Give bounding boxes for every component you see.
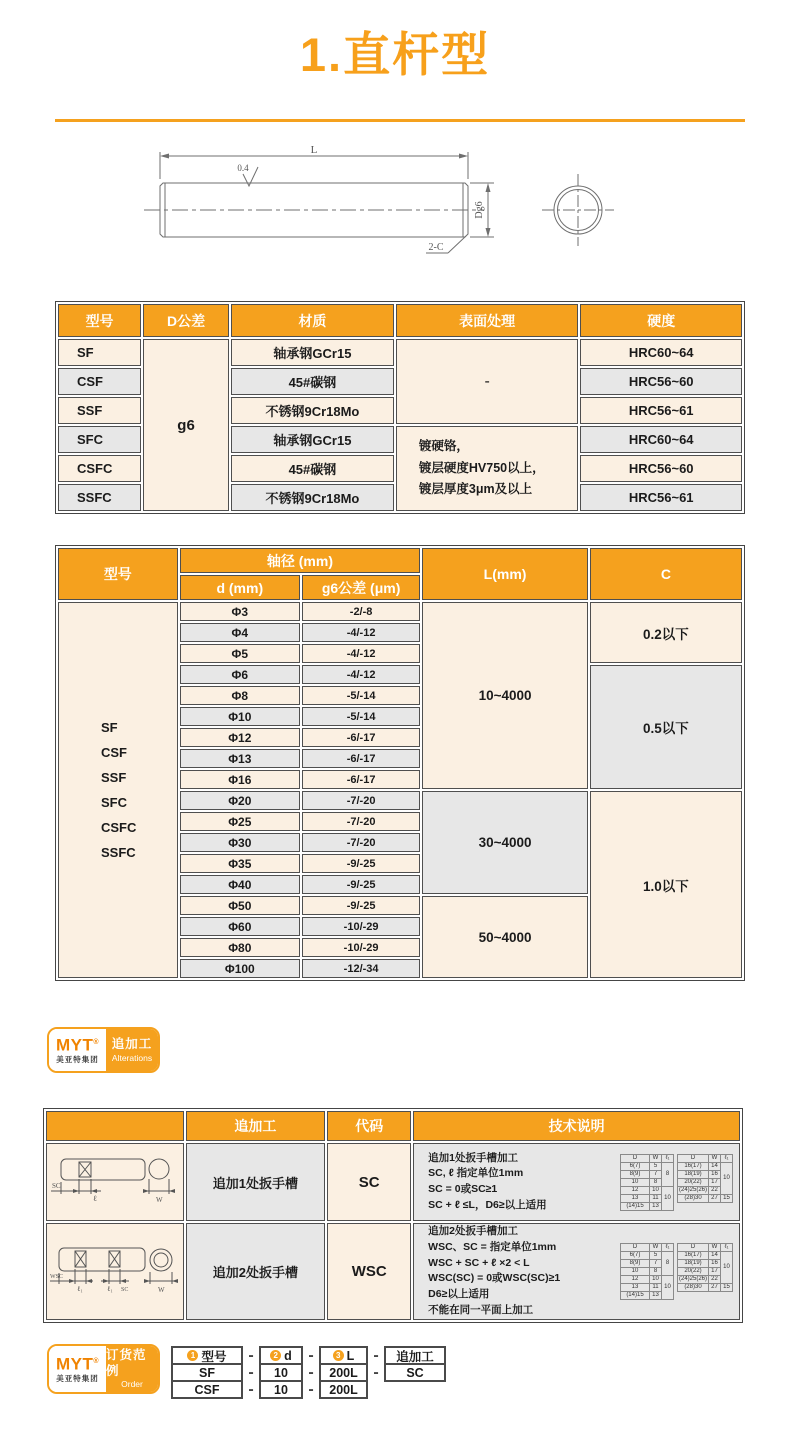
myt-alterations-badge: [47, 1027, 160, 1073]
length-range-cell: 30~4000: [422, 791, 588, 894]
order-value: 10: [259, 1363, 303, 1382]
col-header-alteration: 追加工: [186, 1111, 326, 1141]
length-range-cell: 50~4000: [422, 896, 588, 978]
slot2-length-label: ℓ₁: [106, 1284, 113, 1293]
tol-cell: -12/-34: [302, 959, 420, 978]
badge-label-en: Order: [121, 1379, 143, 1390]
d-cell: Φ40: [180, 875, 300, 894]
model-cell: SSFC: [58, 484, 141, 511]
model-name: SSF: [101, 770, 127, 785]
badge-label: [106, 1029, 158, 1071]
model-cell: SFC: [58, 426, 141, 453]
d-cell: Φ100: [180, 959, 300, 978]
order-separator: - - -: [248, 1346, 254, 1398]
chamfer-range-cell: 0.5以下: [590, 665, 742, 789]
chamfer-label: 2-C: [428, 242, 444, 253]
tol-cell: -5/-14: [302, 686, 420, 705]
order-col-length: [319, 1346, 368, 1399]
tol-cell: -6/-17: [302, 749, 420, 768]
slot1-length-label: ℓ₁: [76, 1284, 83, 1293]
col-header-surface: 表面处理: [396, 304, 579, 337]
d-cell: Φ80: [180, 938, 300, 957]
surface-plated-line: 镀层厚度3μm及以上: [418, 482, 533, 497]
order-col-model: [171, 1346, 243, 1399]
hardness-cell: HRC56~60: [580, 368, 742, 395]
col-header-model: 型号: [58, 548, 178, 600]
model-cell: CSF: [58, 368, 141, 395]
sketch-cell: [46, 1143, 184, 1221]
tol-cell: -9/-25: [302, 854, 420, 873]
dim-table-header: [58, 548, 742, 573]
length-range-cell: 10~4000: [422, 602, 588, 789]
title-divider: [55, 119, 745, 122]
sketch-cell: [46, 1223, 184, 1320]
diameter-dim-label: Dg6: [474, 201, 485, 219]
tol-cell: -7/-20: [302, 791, 420, 810]
tol-cell: -4/-12: [302, 623, 420, 642]
col-header-g6: g6公差 (μm): [302, 575, 420, 600]
col-header-material: 材质: [231, 304, 394, 337]
badge-label-cn: 追加工: [111, 1036, 153, 1051]
slot-size-table-right: D W ℓ₁ 16(17) 14 10 18(19) 16 20(22) 17 (24)25(26) 22 (28)30 27 15: [677, 1154, 733, 1203]
material-cell: 轴承钢GCr15: [231, 426, 394, 453]
length-dim-label: L: [310, 144, 318, 156]
tol-cell: -2/-8: [302, 602, 420, 621]
model-name: SF: [101, 720, 118, 735]
order-col-alteration: [384, 1346, 446, 1382]
alteration-row-sc: [46, 1143, 740, 1221]
tol-cell: -4/-12: [302, 665, 420, 684]
order-value: 200L: [319, 1363, 368, 1382]
hardness-cell: HRC56~61: [580, 397, 742, 424]
spec-table-header: [58, 304, 742, 337]
order-value: SC: [384, 1363, 446, 1382]
width-dim-label: W: [157, 1285, 165, 1294]
order-example: [171, 1346, 446, 1399]
col-header-d: d (mm): [180, 575, 300, 600]
surface-plated-line: 镀硬铬，: [418, 438, 469, 453]
slot-size-table-right: D W ℓ₁ 16(17) 14 10 18(19) 16 20(22) 17 (24)25(26) 22 (28)30 27 15: [677, 1243, 733, 1292]
order-separator: - -: [373, 1346, 379, 1381]
order-header-alteration: 追加工: [384, 1346, 446, 1365]
d-cell: Φ10: [180, 707, 300, 726]
spec-table: [55, 301, 745, 514]
d-cell: Φ8: [180, 686, 300, 705]
model-cell: SSF: [58, 397, 141, 424]
myt-logo: [49, 1029, 106, 1071]
d-cell: Φ12: [180, 728, 300, 747]
width-dim-label: W: [155, 1195, 163, 1204]
single-slot-sketch: [49, 1147, 181, 1213]
alteration-notes: [413, 1143, 740, 1221]
spec-row: [58, 339, 742, 366]
slot-size-table-left: D W ℓ₁ 6(7) 5 8 8(9) 7 10 8 12 10 10 13 11 (14)15 13: [620, 1154, 674, 1211]
alteration-name: 追加2处扳手槽: [186, 1223, 326, 1320]
material-cell: 45#碳钢: [231, 368, 394, 395]
tol-cell: -6/-17: [302, 728, 420, 747]
chamfer-range-cell: 1.0以下: [590, 791, 742, 978]
col-header-code: 代码: [327, 1111, 411, 1141]
dimension-table: [55, 545, 745, 981]
notes-text: 追加2处扳手槽加工 WSC、SC = 指定单位1mm WSC + SC + ℓ ×2 < L WSC(SC) = 0或WSC(SC)≥1 D6≥以上适用 不能在同一平面上加工: [428, 1225, 561, 1316]
chamfer-range-cell: 0.2以下: [590, 602, 742, 663]
order-col-d: [259, 1346, 303, 1399]
material-cell: 不锈钢9Cr18Mo: [231, 484, 394, 511]
order-header-length: 3 L: [319, 1346, 368, 1365]
slot-length-label: ℓ: [92, 1193, 97, 1203]
order-value: CSF: [171, 1380, 243, 1399]
double-slot-sketch: [49, 1236, 181, 1302]
step-1-badge: 1: [187, 1350, 198, 1361]
tol-cell: -7/-20: [302, 833, 420, 852]
slot-size-tables: [620, 1154, 733, 1211]
model-list-cell: [58, 602, 178, 978]
hardness-cell: HRC56~60: [580, 455, 742, 482]
surface-plated-line: 镀层硬度HV750以上，: [418, 460, 545, 475]
tol-cell: -9/-25: [302, 875, 420, 894]
model-name: CSF: [101, 745, 127, 760]
order-value: 200L: [319, 1380, 368, 1399]
model-name: SSFC: [101, 845, 136, 860]
surface-plain-cell: -: [396, 339, 579, 424]
dimension-arrowheads: [160, 154, 491, 238]
myt-logo: [49, 1346, 106, 1392]
step-2-badge: 2: [270, 1350, 281, 1361]
brand-text: MYT®: [55, 1354, 100, 1374]
surface-plated-cell: [396, 426, 579, 511]
tol-cell: -10/-29: [302, 917, 420, 936]
wsc-dim-label: WSC: [49, 1273, 63, 1280]
alteration-code: WSC: [327, 1223, 411, 1320]
order-separator: - - -: [308, 1346, 314, 1398]
hardness-cell: HRC56~61: [580, 484, 742, 511]
col-header-shaft-dia: 轴径 (mm): [180, 548, 421, 573]
material-cell: 不锈钢9Cr18Mo: [231, 397, 394, 424]
alteration-notes: [413, 1223, 740, 1320]
order-header-d: 2 d: [259, 1346, 303, 1365]
page-title: 1.直杆型: [299, 28, 491, 81]
alterations-header: [46, 1111, 740, 1141]
d-cell: Φ3: [180, 602, 300, 621]
col-header-length: L(mm): [422, 548, 588, 600]
hardness-cell: HRC60~64: [580, 426, 742, 453]
d-cell: Φ30: [180, 833, 300, 852]
step-3-badge: 3: [333, 1350, 344, 1361]
model-cell: SF: [58, 339, 141, 366]
company-name: 美亚特集团: [56, 1374, 99, 1384]
col-header-model: 型号: [58, 304, 141, 337]
dim-row: [58, 602, 742, 621]
tol-cell: -4/-12: [302, 644, 420, 663]
d-cell: Φ20: [180, 791, 300, 810]
material-cell: 45#碳钢: [231, 455, 394, 482]
tol-cell: -6/-17: [302, 770, 420, 789]
alteration-name: 追加1处扳手槽: [186, 1143, 326, 1221]
slot-size-table-left: D W ℓ₁ 6(7) 5 8 8(9) 7 10 8 12 10 10 13 11 (14)15 13: [620, 1243, 674, 1300]
d-cell: Φ4: [180, 623, 300, 642]
myt-order-badge: [47, 1344, 160, 1394]
roughness-label: 0.4: [237, 163, 249, 173]
slot-size-tables: [620, 1243, 733, 1300]
alteration-row-wsc: [46, 1223, 740, 1320]
model-cell: CSFC: [58, 455, 141, 482]
col-header-notes: 技术说明: [413, 1111, 740, 1141]
company-name: 美亚特集团: [56, 1055, 99, 1065]
badge-label-en: Alterations: [111, 1052, 153, 1063]
order-value: 10: [259, 1380, 303, 1399]
badge-label-cn: 订货范例: [106, 1348, 147, 1378]
model-name: CSFC: [101, 820, 137, 835]
tol-cell: -7/-20: [302, 812, 420, 831]
brand-text: MYT®: [55, 1035, 100, 1055]
d-cell: Φ6: [180, 665, 300, 684]
order-header-model: 1 型号: [171, 1346, 243, 1365]
col-header-chamfer: C: [590, 548, 742, 600]
tol-cell: -10/-29: [302, 938, 420, 957]
badge-label: [106, 1346, 158, 1392]
col-header-hardness: 硬度: [580, 304, 742, 337]
alterations-table: [43, 1108, 743, 1323]
d-cell: Φ25: [180, 812, 300, 831]
alteration-code: SC: [327, 1143, 411, 1221]
sc-dim-label: SC: [120, 1286, 129, 1293]
rod-technical-drawing: [130, 140, 690, 280]
material-cell: 轴承钢GCr15: [231, 339, 394, 366]
sc-dim-label: SC: [51, 1181, 61, 1190]
hardness-cell: HRC60~64: [580, 339, 742, 366]
d-tolerance-cell: g6: [143, 339, 229, 511]
order-value: SF: [171, 1363, 243, 1382]
tol-cell: -9/-25: [302, 896, 420, 915]
d-cell: Φ50: [180, 896, 300, 915]
d-cell: Φ60: [180, 917, 300, 936]
d-cell: Φ16: [180, 770, 300, 789]
d-cell: Φ5: [180, 644, 300, 663]
notes-text: 追加1处扳手槽加工 SC, ℓ 指定单位1mm SC = 0或SC≥1 SC + ℓ ≤L，D6≥以上适用: [428, 1151, 547, 1211]
d-cell: Φ13: [180, 749, 300, 768]
tol-cell: -5/-14: [302, 707, 420, 726]
d-cell: Φ35: [180, 854, 300, 873]
col-header-d-tolerance: D公差: [143, 304, 229, 337]
model-name: SFC: [101, 795, 127, 810]
col-header-sketch: [46, 1111, 184, 1141]
